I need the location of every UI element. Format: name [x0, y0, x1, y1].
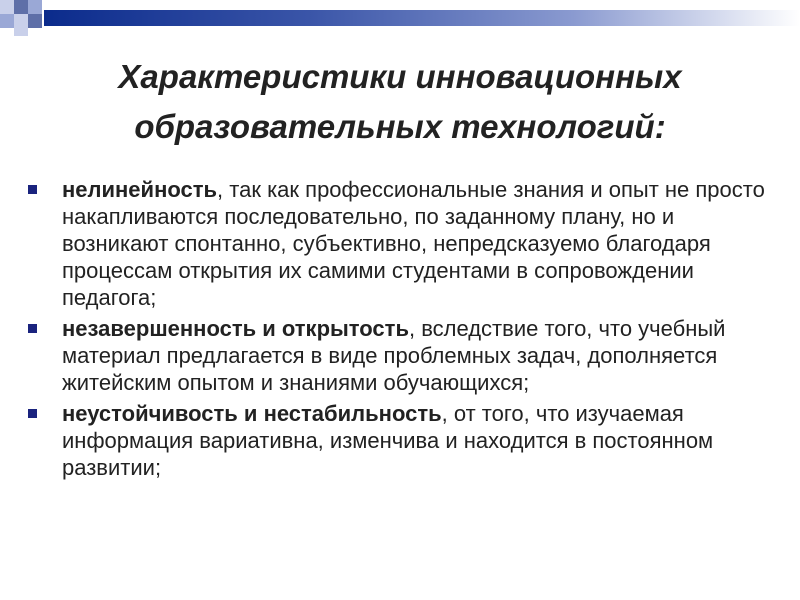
- title-line-1: Характеристики инновационных: [118, 58, 682, 95]
- bullet-list: [22, 176, 782, 485]
- bullet-item: [22, 400, 782, 481]
- square-decoration: [28, 0, 42, 14]
- bullet-item: [22, 315, 782, 396]
- bullet-term: неустойчивость и нестабильность: [62, 401, 442, 426]
- bullet-text: , вследствие того, что учебный материал предлагается в виде проблемных задач, дополняется житейским опытом и знаниями обучающихся;: [62, 316, 726, 395]
- top-gradient-bar: [44, 10, 800, 26]
- square-decoration: [14, 28, 28, 36]
- title-line-2: образовательных технологий:: [134, 108, 666, 145]
- slide-title: [0, 52, 800, 152]
- square-decoration: [14, 14, 28, 28]
- square-bullet-icon: [28, 324, 37, 333]
- bullet-item: [22, 176, 782, 311]
- square-decoration: [14, 0, 28, 14]
- square-decoration: [28, 14, 42, 28]
- bullet-text: , так как профессиональные знания и опыт не просто накапливаются последовательно, по заданному плану, но и возникают спонтанно, субъективно, непредсказуемо благодаря процессам открытия их самими студентами в сопровождении педагога;: [62, 177, 765, 310]
- square-decoration: [0, 0, 14, 14]
- top-decorative-bar: [0, 0, 800, 36]
- square-decoration: [0, 14, 14, 28]
- square-bullet-icon: [28, 185, 37, 194]
- square-bullet-icon: [28, 409, 37, 418]
- bullet-text: , от того, что изучаемая информация вариативна, изменчива и находится в постоянном развитии;: [62, 401, 714, 480]
- bullet-term: незавершенность и открытость: [62, 316, 409, 341]
- bullet-term: нелинейность: [62, 177, 218, 202]
